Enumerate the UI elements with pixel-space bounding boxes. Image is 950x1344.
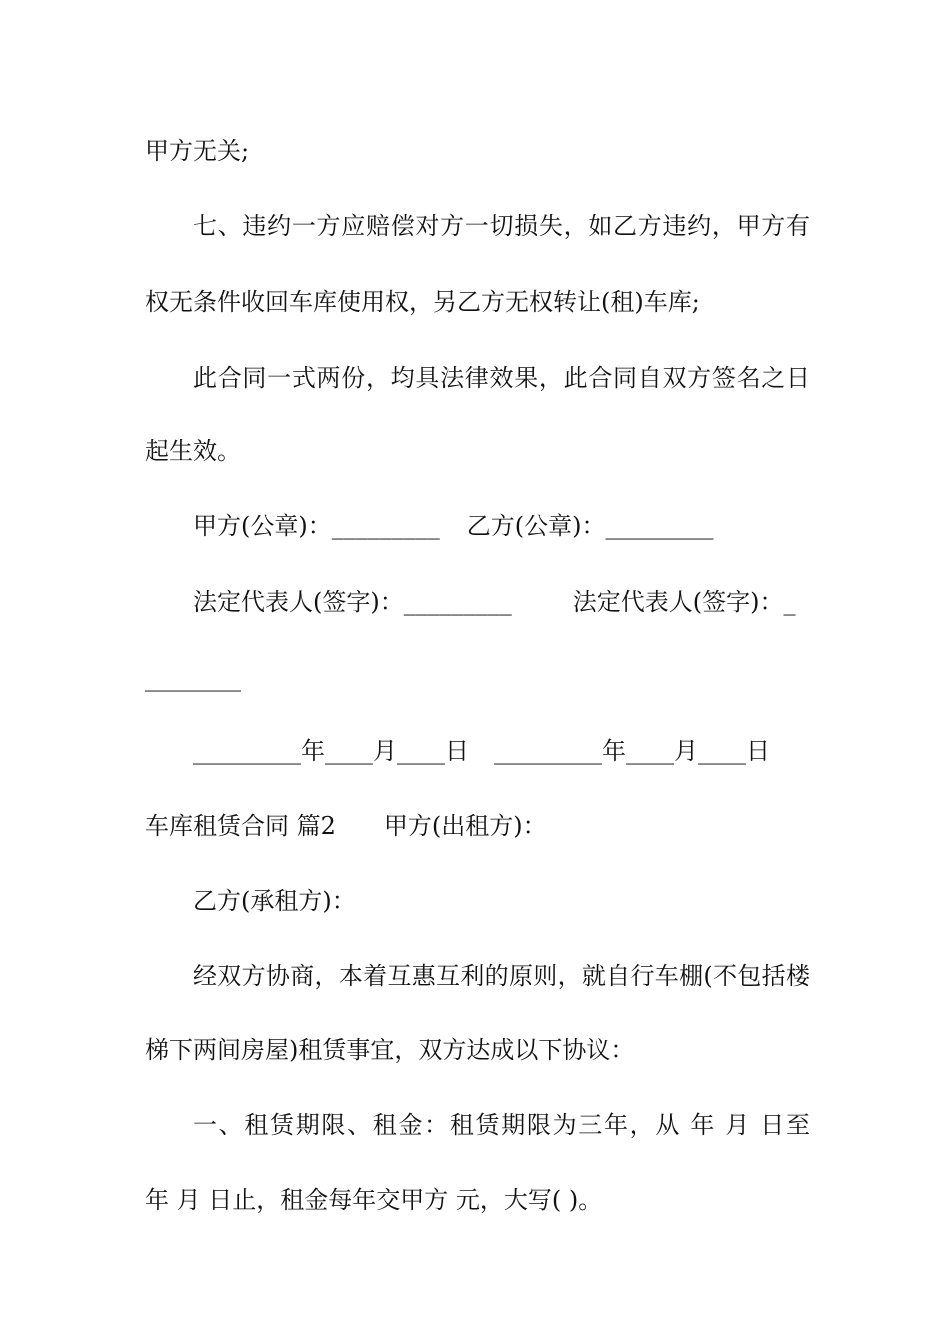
party-a-seal-field: 甲方(公章)：_________ [193, 512, 440, 540]
preamble-line-2: 梯下两间房屋)租赁事宜，双方达成以下协议： [145, 1036, 635, 1064]
representative-row [193, 587, 810, 617]
contract-heading-row [145, 811, 810, 841]
party-a-label: 甲方(出租方)： [383, 812, 547, 840]
party-a-representative-field: 法定代表人(签字)：_________ [193, 588, 512, 616]
clause-7-line-2: 权无条件收回车库使用权，另乙方无权转让(租)车库; [145, 288, 700, 316]
party-b-date-field: _________年____月____日 [494, 737, 770, 765]
representative-underline-cont: ________ [145, 664, 241, 692]
validity-line-1: 此合同一式两份，均具法律效果，此合同自双方签名之日 [193, 364, 810, 392]
party-a-date-field: _________年____月____日 [193, 737, 469, 765]
validity-line-2: 起生效。 [145, 437, 241, 465]
text-line: 甲方无关; [145, 137, 250, 165]
party-b-label: 乙方(承租方)： [193, 887, 356, 915]
date-row [193, 736, 810, 766]
term-clause-line-2: 年 月 日止，租金每年交甲方 元，大写( )。 [145, 1186, 603, 1214]
clause-7-line-1: 七、违约一方应赔偿对方一切损失，如乙方违约，甲方有 [193, 212, 810, 240]
preamble-line-1: 经双方协商，本着互惠互利的原则，就自行车棚(不包括楼 [193, 962, 810, 990]
contract-heading: 车库租赁合同 篇2 [145, 812, 336, 840]
term-clause-line-1: 一、租赁期限、租金：租赁期限为三年，从 年 月 日至 [193, 1111, 810, 1139]
seal-row [193, 511, 810, 541]
party-b-seal-field: 乙方(公章)：_________ [466, 512, 714, 540]
party-b-representative-field: 法定代表人(签字)：_ [572, 588, 796, 616]
